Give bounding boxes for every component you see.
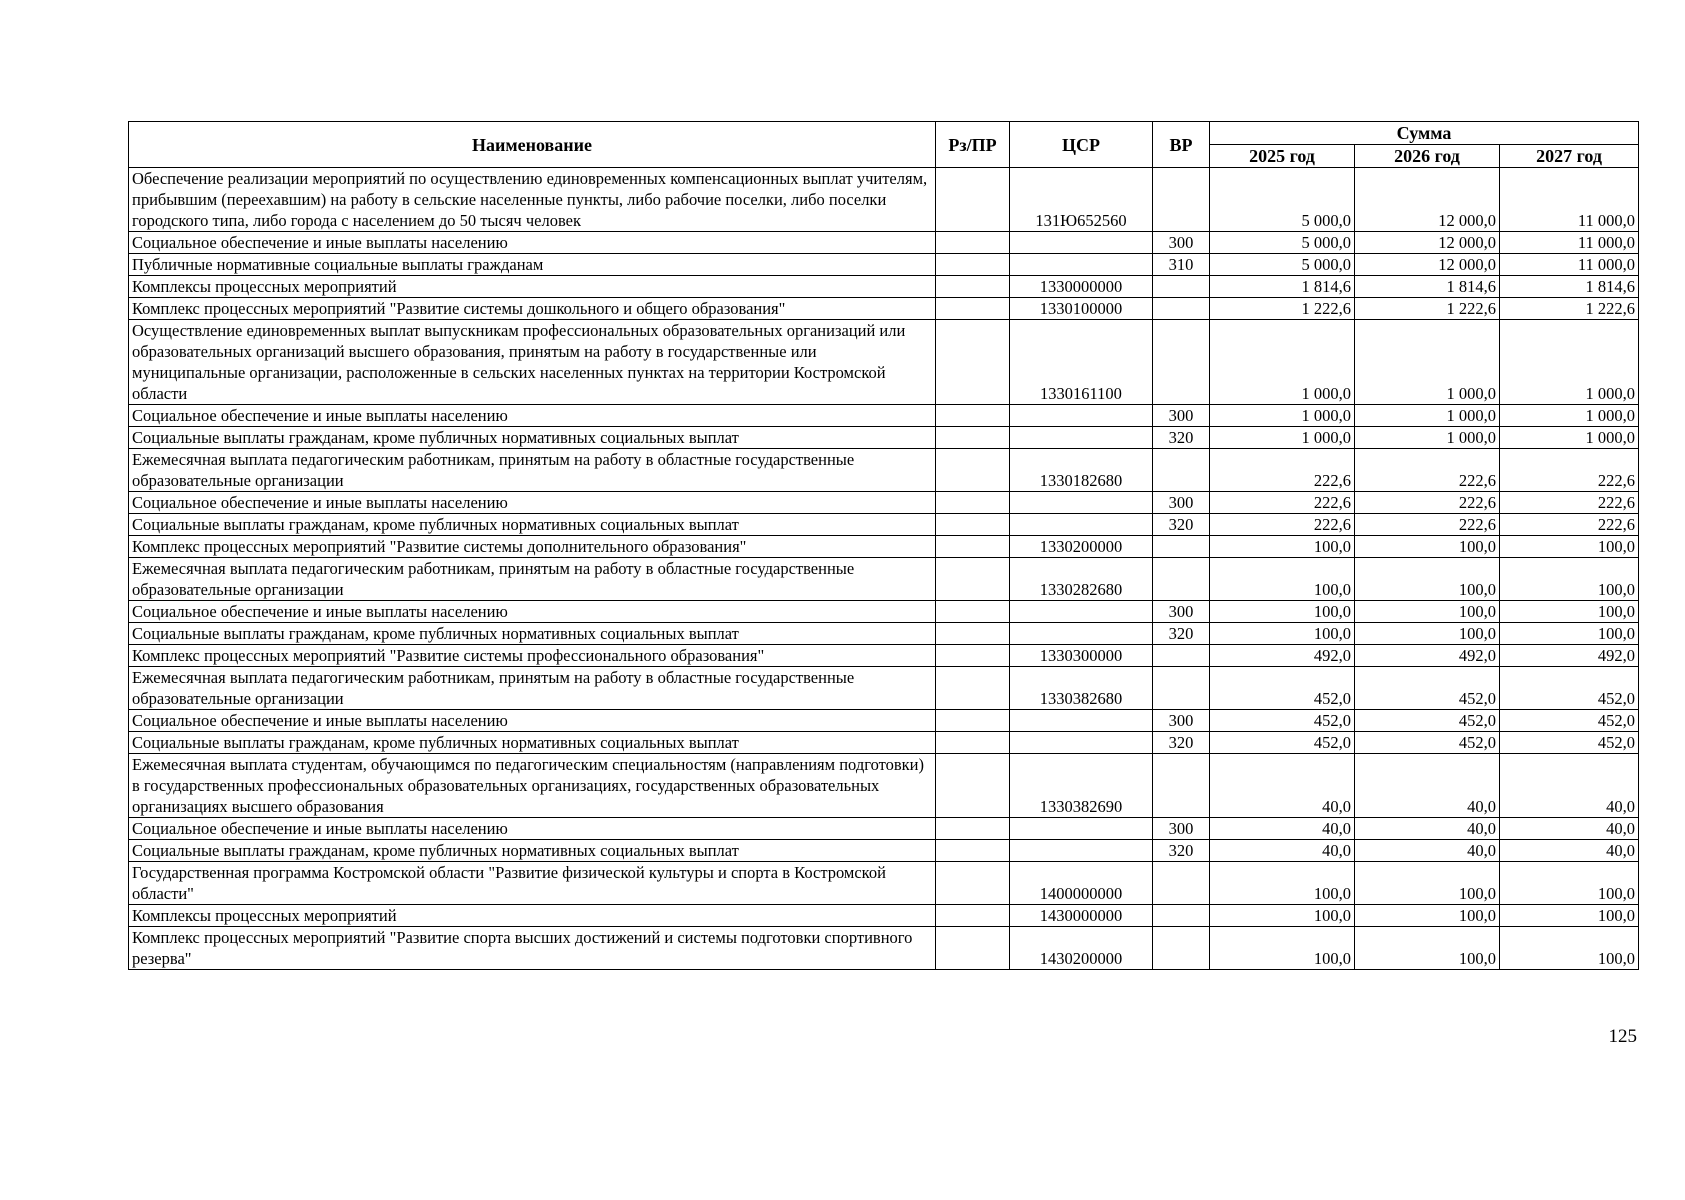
cell-csr [1010, 601, 1153, 623]
cell-name: Комплекс процессных мероприятий "Развитие спорта высших достижений и системы подготовки спортивного резерва" [129, 927, 936, 970]
cell-rzpr [936, 254, 1010, 276]
table-row [129, 232, 1639, 254]
cell-name: Социальные выплаты гражданам, кроме публичных нормативных социальных выплат [129, 732, 936, 754]
cell-vr [1153, 905, 1210, 927]
cell-2027: 100,0 [1500, 536, 1639, 558]
cell-name: Государственная программа Костромской области "Развитие физической культуры и спорта в Костромской области" [129, 862, 936, 905]
cell-csr: 1330100000 [1010, 298, 1153, 320]
header-vr: ВР [1153, 122, 1210, 168]
table-row [129, 276, 1639, 298]
cell-csr [1010, 427, 1153, 449]
table-row [129, 623, 1639, 645]
table-row [129, 320, 1639, 405]
cell-2025: 5 000,0 [1210, 232, 1355, 254]
cell-csr [1010, 405, 1153, 427]
cell-2026: 100,0 [1355, 927, 1500, 970]
cell-2025: 222,6 [1210, 492, 1355, 514]
cell-2027: 100,0 [1500, 601, 1639, 623]
cell-csr: 1330200000 [1010, 536, 1153, 558]
table-row [129, 168, 1639, 232]
header-sum: Сумма [1210, 122, 1639, 145]
cell-2026: 452,0 [1355, 732, 1500, 754]
cell-2026: 12 000,0 [1355, 254, 1500, 276]
cell-2026: 1 000,0 [1355, 405, 1500, 427]
cell-2025: 100,0 [1210, 927, 1355, 970]
cell-2027: 222,6 [1500, 514, 1639, 536]
cell-2026: 100,0 [1355, 862, 1500, 905]
cell-rzpr [936, 645, 1010, 667]
cell-rzpr [936, 276, 1010, 298]
cell-2026: 1 000,0 [1355, 427, 1500, 449]
cell-rzpr [936, 514, 1010, 536]
cell-2026: 1 814,6 [1355, 276, 1500, 298]
cell-2027: 40,0 [1500, 840, 1639, 862]
cell-2026: 492,0 [1355, 645, 1500, 667]
cell-2027: 1 814,6 [1500, 276, 1639, 298]
table-row [129, 667, 1639, 710]
cell-2027: 1 000,0 [1500, 427, 1639, 449]
cell-2026: 40,0 [1355, 754, 1500, 818]
cell-csr: 1330182680 [1010, 449, 1153, 492]
cell-2025: 100,0 [1210, 905, 1355, 927]
cell-name: Социальное обеспечение и иные выплаты населению [129, 492, 936, 514]
cell-vr [1153, 449, 1210, 492]
cell-2025: 492,0 [1210, 645, 1355, 667]
cell-vr: 320 [1153, 840, 1210, 862]
cell-2027: 100,0 [1500, 558, 1639, 601]
cell-rzpr [936, 168, 1010, 232]
cell-2027: 222,6 [1500, 449, 1639, 492]
table-row [129, 514, 1639, 536]
header-2027: 2027 год [1500, 145, 1639, 168]
cell-rzpr [936, 492, 1010, 514]
cell-2027: 492,0 [1500, 645, 1639, 667]
cell-csr: 1330382680 [1010, 667, 1153, 710]
table-row [129, 905, 1639, 927]
cell-csr [1010, 492, 1153, 514]
cell-vr [1153, 276, 1210, 298]
cell-rzpr [936, 449, 1010, 492]
cell-2027: 452,0 [1500, 732, 1639, 754]
cell-2025: 100,0 [1210, 558, 1355, 601]
cell-csr [1010, 732, 1153, 754]
cell-vr: 300 [1153, 818, 1210, 840]
cell-rzpr [936, 862, 1010, 905]
cell-name: Социальное обеспечение и иные выплаты населению [129, 601, 936, 623]
cell-rzpr [936, 427, 1010, 449]
table-row [129, 405, 1639, 427]
table-body [129, 168, 1639, 970]
cell-rzpr [936, 320, 1010, 405]
cell-2027: 100,0 [1500, 905, 1639, 927]
cell-2027: 222,6 [1500, 492, 1639, 514]
cell-2025: 100,0 [1210, 623, 1355, 645]
cell-csr: 1330382690 [1010, 754, 1153, 818]
cell-csr [1010, 710, 1153, 732]
cell-name: Социальное обеспечение и иные выплаты населению [129, 232, 936, 254]
cell-2027: 1 222,6 [1500, 298, 1639, 320]
cell-csr [1010, 254, 1153, 276]
cell-2025: 5 000,0 [1210, 254, 1355, 276]
cell-2026: 100,0 [1355, 601, 1500, 623]
table-row [129, 449, 1639, 492]
cell-name: Комплексы процессных мероприятий [129, 276, 936, 298]
table-row [129, 732, 1639, 754]
cell-rzpr [936, 732, 1010, 754]
table-row [129, 427, 1639, 449]
cell-2026: 40,0 [1355, 818, 1500, 840]
cell-2027: 100,0 [1500, 623, 1639, 645]
cell-name: Социальное обеспечение и иные выплаты населению [129, 818, 936, 840]
table-row [129, 840, 1639, 862]
cell-2025: 1 000,0 [1210, 427, 1355, 449]
header-row-1 [129, 122, 1639, 145]
cell-rzpr [936, 840, 1010, 862]
cell-name: Ежемесячная выплата педагогическим работникам, принятым на работу в областные государственные образовательные организации [129, 667, 936, 710]
cell-name: Комплексы процессных мероприятий [129, 905, 936, 927]
cell-name: Осуществление единовременных выплат выпускникам профессиональных образовательных организаций или образовательных организаций высшего образования, принятым на работу в государственные или муниципальные организации, расположенные в сельских населенных пунктах на территории Костромской области [129, 320, 936, 405]
cell-2025: 452,0 [1210, 732, 1355, 754]
cell-2025: 1 814,6 [1210, 276, 1355, 298]
header-csr: ЦСР [1010, 122, 1153, 168]
cell-rzpr [936, 905, 1010, 927]
cell-csr: 1430000000 [1010, 905, 1153, 927]
cell-rzpr [936, 232, 1010, 254]
table-row [129, 254, 1639, 276]
cell-vr: 320 [1153, 427, 1210, 449]
cell-name: Публичные нормативные социальные выплаты гражданам [129, 254, 936, 276]
cell-vr: 300 [1153, 601, 1210, 623]
cell-2025: 452,0 [1210, 710, 1355, 732]
cell-name: Социальное обеспечение и иные выплаты населению [129, 710, 936, 732]
cell-vr [1153, 862, 1210, 905]
cell-rzpr [936, 927, 1010, 970]
cell-vr: 300 [1153, 492, 1210, 514]
cell-vr: 320 [1153, 514, 1210, 536]
cell-vr: 300 [1153, 232, 1210, 254]
cell-2027: 452,0 [1500, 667, 1639, 710]
cell-csr [1010, 232, 1153, 254]
table-row [129, 536, 1639, 558]
cell-2025: 222,6 [1210, 449, 1355, 492]
cell-csr: 131Ю652560 [1010, 168, 1153, 232]
page-number: 125 [1608, 1026, 1637, 1047]
cell-vr [1153, 645, 1210, 667]
cell-2025: 1 000,0 [1210, 405, 1355, 427]
cell-rzpr [936, 710, 1010, 732]
cell-csr [1010, 514, 1153, 536]
cell-name: Ежемесячная выплата педагогическим работникам, принятым на работу в областные государственные образовательные организации [129, 449, 936, 492]
cell-2025: 40,0 [1210, 840, 1355, 862]
cell-name: Комплекс процессных мероприятий "Развитие системы дошкольного и общего образования" [129, 298, 936, 320]
cell-2027: 1 000,0 [1500, 320, 1639, 405]
table-row [129, 492, 1639, 514]
cell-rzpr [936, 818, 1010, 840]
cell-2026: 100,0 [1355, 558, 1500, 601]
cell-vr: 300 [1153, 405, 1210, 427]
cell-2026: 222,6 [1355, 514, 1500, 536]
cell-vr [1153, 320, 1210, 405]
table-row [129, 601, 1639, 623]
cell-name: Обеспечение реализации мероприятий по осуществлению единовременных компенсационных выплат учителям, прибывшим (переехавшим) на работу в сельские населенные пункты, либо рабочие поселки, либо поселки городского типа, либо города с населением до 50 тысяч человек [129, 168, 936, 232]
cell-2025: 222,6 [1210, 514, 1355, 536]
cell-vr: 300 [1153, 710, 1210, 732]
cell-2025: 100,0 [1210, 601, 1355, 623]
cell-rzpr [936, 754, 1010, 818]
header-rzpr: Рз/ПР [936, 122, 1010, 168]
cell-name: Ежемесячная выплата педагогическим работникам, принятым на работу в областные государственные образовательные организации [129, 558, 936, 601]
cell-csr: 1330300000 [1010, 645, 1153, 667]
header-2026: 2026 год [1355, 145, 1500, 168]
cell-2025: 452,0 [1210, 667, 1355, 710]
cell-name: Ежемесячная выплата студентам, обучающимся по педагогическим специальностям (направлениям подготовки) в государственных профессиональных образовательных организациях, государственных образовательных организациях высшего образования [129, 754, 936, 818]
cell-rzpr [936, 601, 1010, 623]
cell-vr [1153, 298, 1210, 320]
cell-rzpr [936, 405, 1010, 427]
cell-name: Комплекс процессных мероприятий "Развитие системы профессионального образования" [129, 645, 936, 667]
cell-2026: 222,6 [1355, 492, 1500, 514]
cell-2026: 452,0 [1355, 667, 1500, 710]
cell-name: Комплекс процессных мероприятий "Развитие системы дополнительного образования" [129, 536, 936, 558]
cell-vr [1153, 168, 1210, 232]
cell-name: Социальные выплаты гражданам, кроме публичных нормативных социальных выплат [129, 427, 936, 449]
table-row [129, 645, 1639, 667]
cell-2027: 11 000,0 [1500, 232, 1639, 254]
header-2025: 2025 год [1210, 145, 1355, 168]
cell-vr [1153, 927, 1210, 970]
table-row [129, 754, 1639, 818]
table-row [129, 298, 1639, 320]
cell-name: Социальные выплаты гражданам, кроме публичных нормативных социальных выплат [129, 840, 936, 862]
cell-2027: 40,0 [1500, 754, 1639, 818]
cell-vr [1153, 667, 1210, 710]
cell-2026: 40,0 [1355, 840, 1500, 862]
cell-2026: 100,0 [1355, 905, 1500, 927]
cell-rzpr [936, 623, 1010, 645]
cell-csr: 1430200000 [1010, 927, 1153, 970]
cell-vr [1153, 558, 1210, 601]
cell-2026: 222,6 [1355, 449, 1500, 492]
cell-2027: 100,0 [1500, 862, 1639, 905]
cell-vr: 310 [1153, 254, 1210, 276]
cell-csr: 1400000000 [1010, 862, 1153, 905]
table-row [129, 558, 1639, 601]
cell-2026: 12 000,0 [1355, 168, 1500, 232]
table-row [129, 818, 1639, 840]
cell-2026: 100,0 [1355, 623, 1500, 645]
cell-2026: 1 000,0 [1355, 320, 1500, 405]
cell-2026: 12 000,0 [1355, 232, 1500, 254]
table-row [129, 927, 1639, 970]
cell-csr [1010, 623, 1153, 645]
cell-2025: 100,0 [1210, 862, 1355, 905]
cell-csr: 1330282680 [1010, 558, 1153, 601]
cell-2027: 100,0 [1500, 927, 1639, 970]
cell-name: Социальное обеспечение и иные выплаты населению [129, 405, 936, 427]
cell-name: Социальные выплаты гражданам, кроме публичных нормативных социальных выплат [129, 623, 936, 645]
cell-2025: 5 000,0 [1210, 168, 1355, 232]
cell-2025: 1 000,0 [1210, 320, 1355, 405]
cell-rzpr [936, 558, 1010, 601]
cell-csr: 1330000000 [1010, 276, 1153, 298]
cell-csr [1010, 818, 1153, 840]
budget-table [128, 121, 1639, 970]
cell-2027: 1 000,0 [1500, 405, 1639, 427]
cell-2027: 11 000,0 [1500, 254, 1639, 276]
cell-2025: 40,0 [1210, 818, 1355, 840]
cell-vr: 320 [1153, 732, 1210, 754]
cell-2026: 1 222,6 [1355, 298, 1500, 320]
header-name: Наименование [129, 122, 936, 168]
cell-2026: 452,0 [1355, 710, 1500, 732]
cell-rzpr [936, 536, 1010, 558]
cell-vr [1153, 536, 1210, 558]
cell-2027: 40,0 [1500, 818, 1639, 840]
cell-2025: 100,0 [1210, 536, 1355, 558]
cell-2027: 11 000,0 [1500, 168, 1639, 232]
cell-vr [1153, 754, 1210, 818]
cell-csr [1010, 840, 1153, 862]
table-row [129, 710, 1639, 732]
table-row [129, 862, 1639, 905]
cell-csr: 1330161100 [1010, 320, 1153, 405]
cell-vr: 320 [1153, 623, 1210, 645]
cell-2026: 100,0 [1355, 536, 1500, 558]
cell-2027: 452,0 [1500, 710, 1639, 732]
cell-rzpr [936, 667, 1010, 710]
cell-2025: 1 222,6 [1210, 298, 1355, 320]
cell-rzpr [936, 298, 1010, 320]
cell-2025: 40,0 [1210, 754, 1355, 818]
cell-name: Социальные выплаты гражданам, кроме публичных нормативных социальных выплат [129, 514, 936, 536]
